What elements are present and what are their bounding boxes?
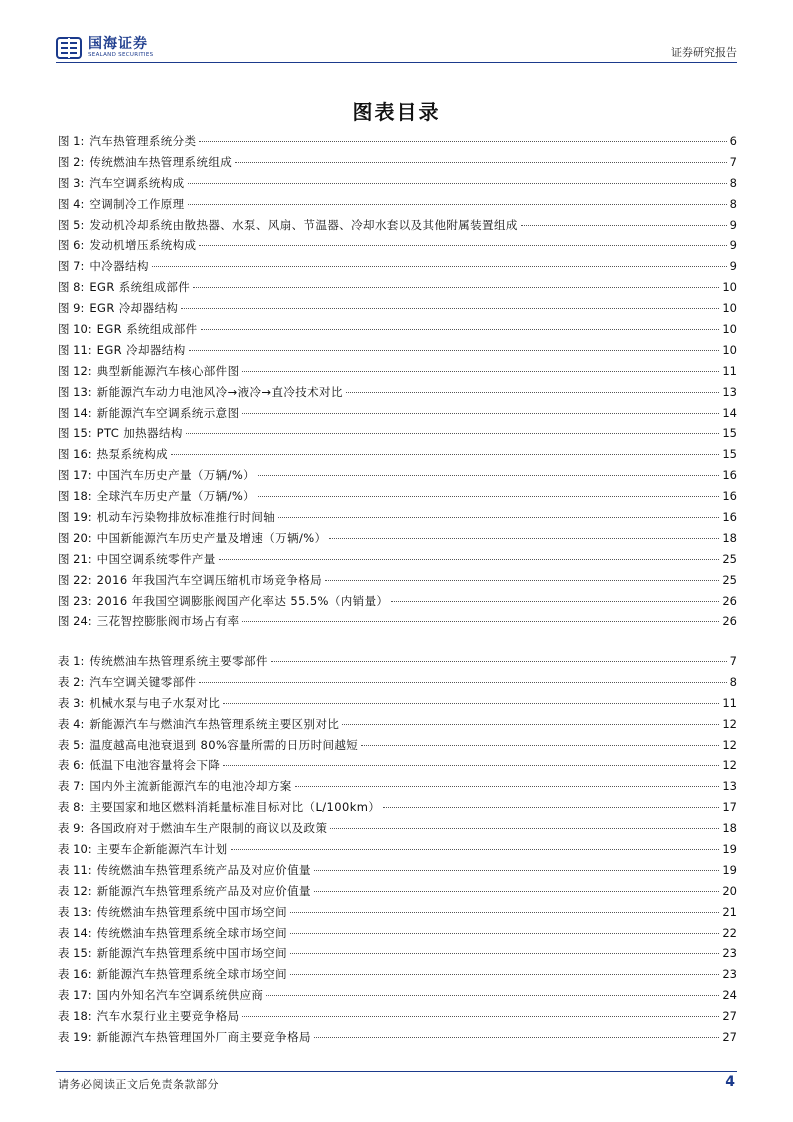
dot-leader (242, 413, 719, 414)
entry-title: 国内外知名汽车空调系统供应商 (96, 988, 264, 1003)
entry-page: 26 (722, 593, 737, 608)
company-logo (56, 34, 153, 62)
toc-table-entry[interactable] (58, 797, 737, 818)
entry-page: 10 (722, 342, 737, 357)
entry-page: 19 (722, 862, 737, 877)
dot-leader (188, 183, 727, 184)
dot-leader (231, 849, 720, 850)
entry-page: 22 (722, 925, 737, 940)
entry-title: 主要国家和地区燃料消耗量标准目标对比（L/100km） (89, 800, 381, 815)
entry-page: 15 (722, 426, 737, 441)
entry-page: 27 (722, 1030, 737, 1045)
entry-page: 17 (722, 800, 737, 815)
entry-title: 机动车污染物排放标准推行时间轴 (96, 510, 276, 525)
entry-page: 8 (729, 674, 737, 689)
entry-label: 表 11: (58, 862, 92, 877)
toc-figure-entry[interactable] (58, 361, 737, 382)
dot-leader (219, 559, 720, 560)
entry-page: 13 (722, 384, 737, 399)
entry-title: 传统燃油车热管理系统产品及对应价值量 (96, 862, 311, 877)
entry-label: 图 16: (58, 447, 92, 462)
entry-label: 图 7: (58, 259, 85, 274)
dot-leader (271, 661, 727, 662)
dot-leader (278, 517, 719, 518)
dot-leader (201, 329, 720, 330)
entry-title: 各国政府对于燃油车生产限制的商议以及政策 (89, 821, 328, 836)
dot-leader (223, 765, 719, 766)
entry-page: 15 (722, 447, 737, 462)
entry-page: 10 (722, 322, 737, 337)
entry-page: 18 (722, 530, 737, 545)
entry-label: 图 6: (58, 238, 85, 253)
dot-leader (242, 621, 719, 622)
footer-disclaimer: 请务必阅读正文后免责条款部分 (58, 1078, 219, 1091)
entry-title: 中国空调系统零件产量 (96, 551, 216, 566)
entry-label: 图 10: (58, 322, 92, 337)
entry-page: 8 (729, 175, 737, 190)
entry-label: 表 2: (58, 674, 85, 689)
entry-page: 8 (729, 196, 737, 211)
entry-title: 新能源汽车动力电池风冷→液冷→直冷技术对比 (96, 384, 343, 399)
entry-label: 图 20: (58, 530, 92, 545)
entry-title: 2016 年我国空调膨胀阀国产化率达 55.5%（内销量） (96, 593, 389, 608)
entry-label: 表 19: (58, 1030, 92, 1045)
entry-label: 表 4: (58, 716, 85, 731)
entry-label: 表 15: (58, 946, 92, 961)
entry-title: 主要车企新能源汽车计划 (96, 842, 228, 857)
entry-title: 热泵系统构成 (96, 447, 169, 462)
entry-page: 19 (722, 842, 737, 857)
dot-leader (193, 287, 719, 288)
entry-title: 空调制冷工作原理 (89, 196, 185, 211)
entry-page: 11 (722, 363, 737, 378)
dot-leader (188, 204, 727, 205)
sealand-logo-icon (56, 36, 82, 60)
entry-title: 国内外主流新能源汽车的电池冷却方案 (89, 779, 292, 794)
entry-label: 图 11: (58, 342, 92, 357)
entry-label: 表 16: (58, 967, 92, 982)
toc-figure-entry[interactable] (58, 549, 737, 570)
dot-leader (181, 308, 719, 309)
toc-figure-entry[interactable] (58, 403, 737, 424)
entry-label: 图 4: (58, 196, 85, 211)
entry-title: EGR 冷却器结构 (89, 301, 179, 316)
toc-figure-entry[interactable] (58, 215, 737, 236)
entry-title: 汽车空调系统构成 (89, 175, 185, 190)
entry-label: 图 1: (58, 134, 85, 148)
entry-page: 18 (722, 821, 737, 836)
entry-page: 16 (722, 510, 737, 525)
entry-page: 11 (722, 695, 737, 710)
dot-leader (314, 870, 719, 871)
entry-page: 9 (729, 238, 737, 253)
dot-leader (242, 1016, 719, 1017)
entry-label: 图 9: (58, 301, 85, 316)
entry-title: 新能源汽车热管理系统中国市场空间 (96, 946, 288, 961)
table-list (58, 651, 737, 1048)
toc-table-entry[interactable] (58, 735, 737, 756)
entry-title: 三花智控膨胀阀市场占有率 (96, 614, 240, 629)
toc-table-entry[interactable] (58, 776, 737, 797)
toc-figure-entry[interactable] (58, 423, 737, 444)
entry-label: 图 22: (58, 572, 92, 587)
dot-leader (290, 953, 719, 954)
entry-title: 传统燃油车热管理系统主要零部件 (89, 654, 268, 668)
toc-figure-entry[interactable] (58, 131, 737, 152)
entry-page: 7 (729, 154, 737, 169)
logo-english-name: SEALAND SECURITIES (88, 52, 154, 58)
dot-leader (171, 454, 719, 455)
toc-figure-entry[interactable] (58, 235, 737, 256)
entry-label: 图 24: (58, 614, 92, 629)
dot-leader (383, 807, 719, 808)
entry-title: EGR 系统组成部件 (89, 280, 191, 295)
entry-page: 23 (722, 946, 737, 961)
entry-label: 图 8: (58, 280, 85, 295)
entry-title: 全球汽车历史产量（万辆/%） (96, 489, 256, 504)
toc-figure-entry[interactable] (58, 256, 737, 277)
dot-leader (391, 601, 719, 602)
toc-table-entry[interactable] (58, 943, 737, 964)
dot-leader (235, 162, 727, 163)
entry-title: 新能源汽车空调系统示意图 (96, 405, 240, 420)
entry-label: 表 7: (58, 779, 85, 794)
toc-table-entry[interactable] (58, 860, 737, 881)
entry-label: 表 1: (58, 654, 85, 668)
toc-table-entry[interactable] (58, 693, 737, 714)
entry-title: 2016 年我国汽车空调压缩机市场竞争格局 (96, 572, 322, 587)
entry-label: 图 15: (58, 426, 92, 441)
entry-title: 汽车水泵行业主要竞争格局 (96, 1009, 240, 1024)
report-type: 证券研究报告 (671, 46, 737, 59)
entry-title: 传统燃油车热管理系统组成 (89, 154, 233, 169)
toc-table-entry[interactable] (58, 1027, 737, 1048)
footer-divider (56, 1071, 737, 1072)
dot-leader (290, 974, 719, 975)
dot-leader (199, 245, 726, 246)
entry-title: 新能源汽车热管理系统全球市场空间 (96, 967, 288, 982)
toc-figure-entry[interactable] (58, 611, 737, 632)
page-header (56, 30, 737, 64)
dot-leader (290, 912, 719, 913)
entry-title: 发动机增压系统构成 (89, 238, 197, 253)
toc-table-entry[interactable] (58, 818, 737, 839)
entry-title: 中冷器结构 (89, 259, 149, 274)
entry-title: 汽车热管理系统分类 (89, 134, 197, 148)
entry-label: 图 19: (58, 510, 92, 525)
dot-leader (152, 266, 727, 267)
entry-label: 图 17: (58, 468, 92, 483)
toc-figure-entry[interactable] (58, 528, 737, 549)
entry-title: 新能源汽车热管理国外厂商主要竞争格局 (96, 1030, 311, 1045)
entry-page: 10 (722, 301, 737, 316)
entry-label: 图 3: (58, 175, 85, 190)
entry-page: 14 (722, 405, 737, 420)
entry-page: 12 (722, 716, 737, 731)
dot-leader (329, 538, 719, 539)
toc-table-entry[interactable] (58, 964, 737, 985)
entry-label: 表 14: (58, 925, 92, 940)
toc-table-entry[interactable] (58, 902, 737, 923)
entry-label: 表 12: (58, 883, 92, 898)
entry-page: 20 (722, 883, 737, 898)
dot-leader (330, 828, 719, 829)
toc-table-entry[interactable] (58, 881, 737, 902)
dot-leader (199, 141, 726, 142)
dot-leader (325, 580, 719, 581)
toc-figure-entry[interactable] (58, 340, 737, 361)
entry-page: 9 (729, 259, 737, 274)
entry-title: 机械水泵与电子水泵对比 (89, 695, 221, 710)
entry-label: 图 23: (58, 593, 92, 608)
toc-figure-entry[interactable] (58, 152, 737, 173)
toc-figure-entry[interactable] (58, 194, 737, 215)
dot-leader (242, 371, 719, 372)
entry-page: 16 (722, 468, 737, 483)
entry-label: 表 8: (58, 800, 85, 815)
entry-label: 图 2: (58, 154, 85, 169)
entry-title: 温度越高电池衰退到 80%容量所需的日历时间越短 (89, 737, 359, 752)
toc-figure-entry[interactable] (58, 591, 737, 612)
entry-page: 6 (729, 134, 737, 148)
dot-leader (258, 496, 719, 497)
toc-figure-entry[interactable] (58, 444, 737, 465)
entry-page: 25 (722, 551, 737, 566)
entry-label: 表 17: (58, 988, 92, 1003)
toc-table-entry[interactable] (58, 714, 737, 735)
entry-label: 表 10: (58, 842, 92, 857)
dot-leader (342, 724, 719, 725)
entry-page: 23 (722, 967, 737, 982)
toc-table-entry[interactable] (58, 839, 737, 860)
toc-table-entry[interactable] (58, 1006, 737, 1027)
entry-page: 21 (722, 904, 737, 919)
dot-leader (189, 350, 720, 351)
entry-page: 10 (722, 280, 737, 295)
entry-label: 表 13: (58, 904, 92, 919)
entry-title: 发动机冷却系统由散热器、水泵、风扇、节温器、冷却水套以及其他附属装置组成 (89, 217, 518, 232)
entry-label: 表 9: (58, 821, 85, 836)
toc-table-entry[interactable] (58, 923, 737, 944)
entry-page: 13 (722, 779, 737, 794)
entry-label: 表 18: (58, 1009, 92, 1024)
dot-leader (346, 392, 720, 393)
entry-title: 传统燃油车热管理系统中国市场空间 (96, 904, 288, 919)
entry-label: 图 12: (58, 363, 92, 378)
entry-page: 26 (722, 614, 737, 629)
entry-title: 典型新能源汽车核心部件图 (96, 363, 240, 378)
page-title: 图表目录 (352, 100, 441, 124)
entry-page: 9 (729, 217, 737, 232)
dot-leader (258, 475, 719, 476)
entry-page: 27 (722, 1009, 737, 1024)
dot-leader (361, 745, 719, 746)
entry-title: EGR 系统组成部件 (96, 322, 198, 337)
dot-leader (521, 225, 727, 226)
toc-figure-entry[interactable] (58, 173, 737, 194)
entry-label: 表 3: (58, 695, 85, 710)
dot-leader (314, 891, 719, 892)
toc-figure-entry[interactable] (58, 382, 737, 403)
entry-page: 16 (722, 489, 737, 504)
toc-figure-entry[interactable] (58, 486, 737, 507)
dot-leader (266, 995, 719, 996)
entry-page: 7 (729, 654, 737, 668)
dot-leader (223, 703, 719, 704)
entry-title: 新能源汽车与燃油汽车热管理系统主要区别对比 (89, 716, 340, 731)
entry-page: 24 (722, 988, 737, 1003)
entry-page: 25 (722, 572, 737, 587)
toc-table-entry[interactable] (58, 651, 737, 672)
dot-leader (295, 786, 720, 787)
entry-label: 图 14: (58, 405, 92, 420)
entry-title: 低温下电池容量将会下降 (89, 758, 221, 773)
toc-figure-entry[interactable] (58, 507, 737, 528)
dot-leader (314, 1037, 719, 1038)
logo-chinese-name: 国海证券 (88, 36, 148, 52)
dot-leader (199, 682, 726, 683)
dot-leader (290, 933, 719, 934)
entry-title: PTC 加热器结构 (96, 426, 183, 441)
entry-label: 图 13: (58, 384, 92, 399)
toc-table-entry[interactable] (58, 755, 737, 776)
entry-title: 中国新能源汽车历史产量及增速（万辆/%） (96, 530, 327, 545)
entry-title: 新能源汽车热管理系统产品及对应价值量 (96, 883, 311, 898)
toc-figure-entry[interactable] (58, 277, 737, 298)
entry-label: 表 6: (58, 758, 85, 773)
entry-page: 12 (722, 737, 737, 752)
entry-label: 图 21: (58, 551, 92, 566)
figure-list (58, 131, 737, 632)
toc-table-entry[interactable] (58, 985, 737, 1006)
entry-label: 表 5: (58, 737, 85, 752)
header-divider (56, 62, 737, 63)
entry-title: EGR 冷却器结构 (96, 342, 186, 357)
dot-leader (186, 433, 720, 434)
entry-label: 图 5: (58, 217, 85, 232)
toc-figure-entry[interactable] (58, 465, 737, 486)
entry-title: 传统燃油车热管理系统全球市场空间 (96, 925, 288, 940)
entry-title: 汽车空调关键零部件 (89, 674, 197, 689)
entry-page: 12 (722, 758, 737, 773)
entry-title: 中国汽车历史产量（万辆/%） (96, 468, 256, 483)
entry-label: 图 18: (58, 489, 92, 504)
toc-figure-entry[interactable] (58, 319, 737, 340)
toc-table-entry[interactable] (58, 672, 737, 693)
page-number: 4 (725, 1074, 735, 1090)
toc-figure-entry[interactable] (58, 298, 737, 319)
toc-figure-entry[interactable] (58, 570, 737, 591)
